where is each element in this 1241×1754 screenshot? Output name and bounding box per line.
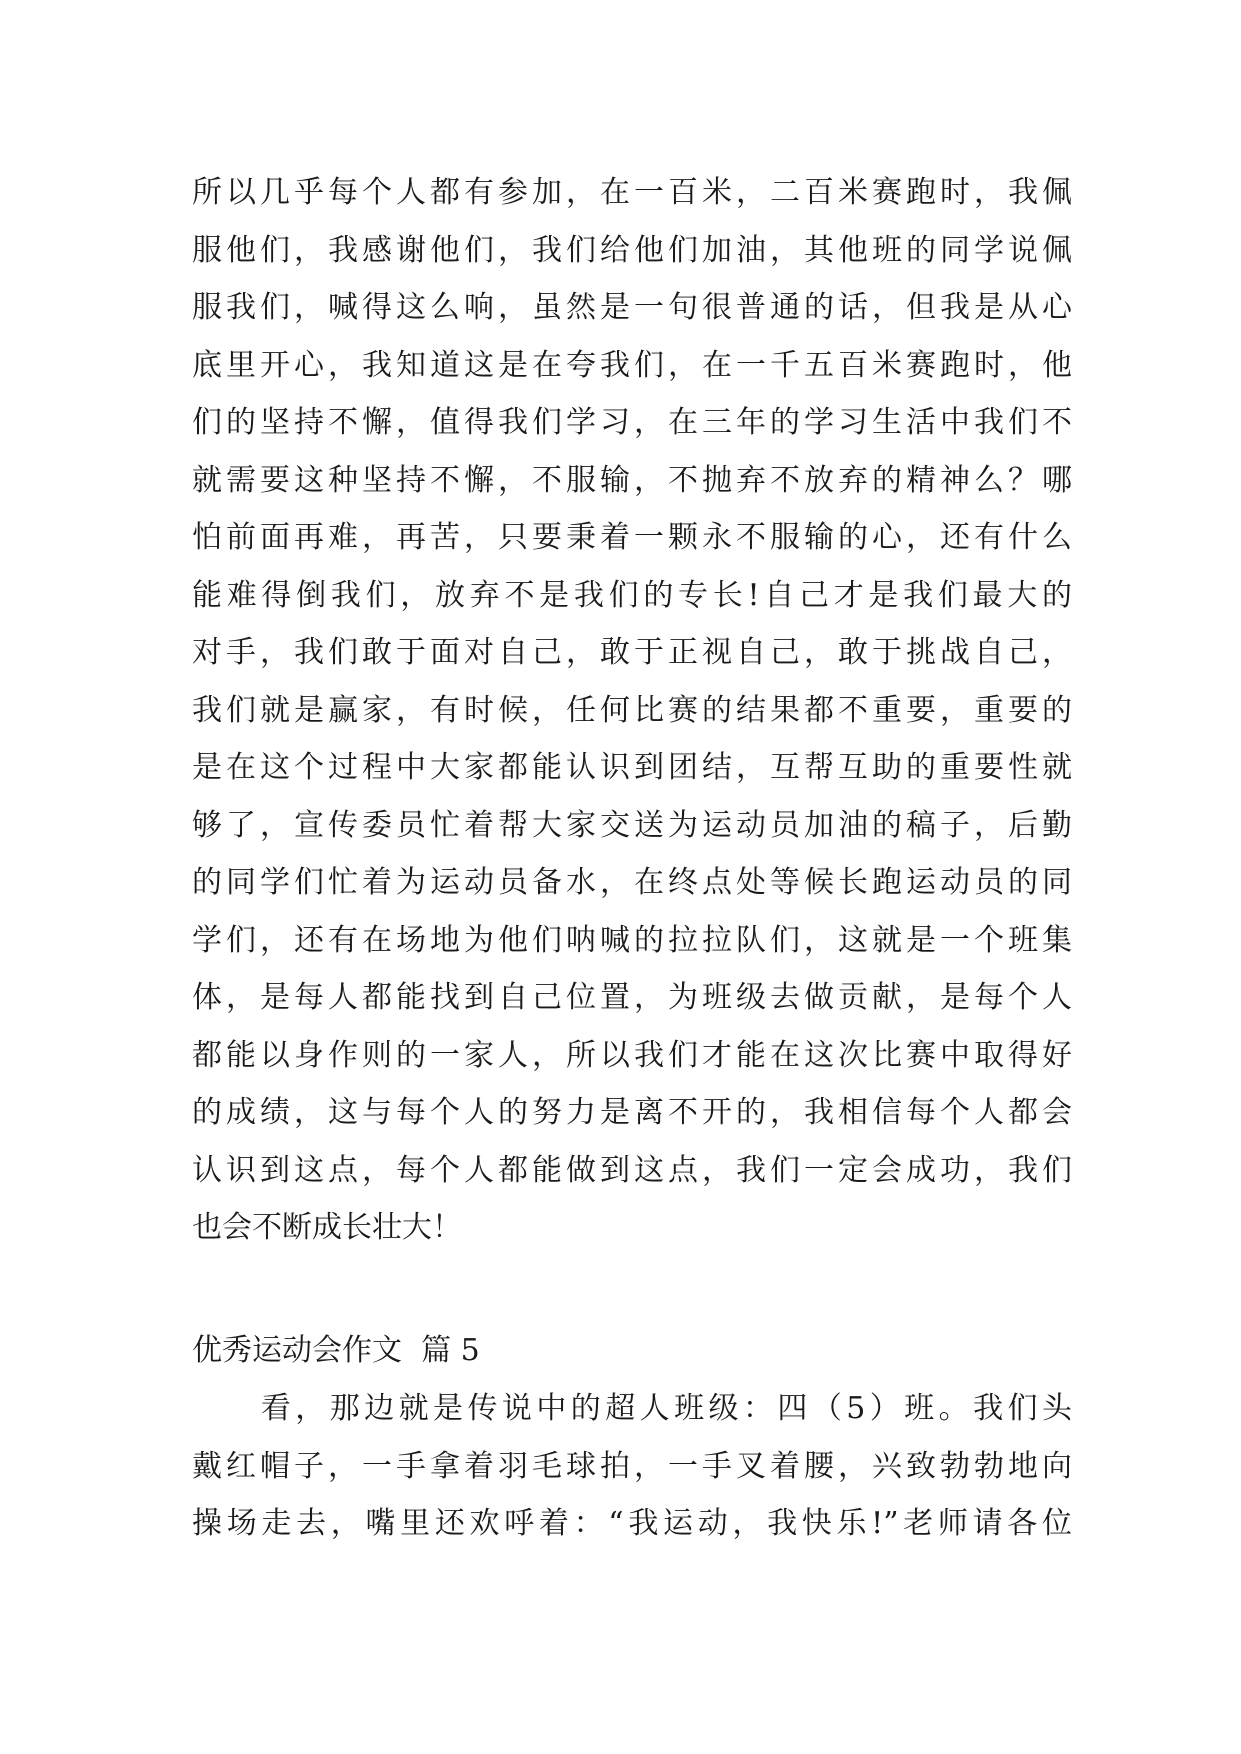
text-line: 能难得倒我们，放弃不是我们的专长!自己才是我们最大的	[192, 577, 1072, 613]
text-line: 怕前面再难，再苦，只要秉着一颗永不服输的心，还有什么	[192, 520, 1072, 555]
text-line: 服我们，喊得这么响，虽然是一句很普通的话，但我是从心	[192, 290, 1072, 325]
paragraph-continued	[192, 164, 1072, 1257]
text-line: 都能以身作则的一家人，所以我们才能在这次比赛中取得好	[192, 1037, 1072, 1073]
text-line: 操场走去，嘴里还欢呼着：“我运动，我快乐!”老师请各位	[192, 1506, 1072, 1541]
text-line: 的同学们忙着为运动员备水，在终点处等候长跑运动员的同	[192, 865, 1072, 900]
text-line: 们的坚持不懈，值得我们学习，在三年的学习生活中我们不	[192, 405, 1072, 440]
text-line: 看，那边就是传说中的超人班级：四（5）班。我们头	[192, 1391, 1072, 1426]
text-line: 体，是每人都能找到自己位置，为班级去做贡献，是每个人	[192, 980, 1072, 1015]
text-line: 的成绩，这与每个人的努力是离不开的，我相信每个人都会	[192, 1095, 1072, 1130]
text-line: 认识到这点，每个人都能做到这点，我们一定会成功，我们	[192, 1152, 1072, 1188]
text-line: 戴红帽子，一手拿着羽毛球拍，一手叉着腰，兴致勃勃地向	[192, 1448, 1072, 1484]
section-paragraph	[192, 1380, 1072, 1553]
text-line: 服他们，我感谢他们，我们给他们加油，其他班的同学说佩	[192, 232, 1072, 268]
text-line: 就需要这种坚持不懈，不服输，不抛弃不放弃的精神么？哪	[192, 462, 1072, 498]
text-line: 对手，我们敢于面对自己，敢于正视自己，敢于挑战自己，	[192, 635, 1072, 670]
text-line: 是在这个过程中大家都能认识到团结，互帮互助的重要性就	[192, 750, 1072, 785]
text-line: 学们，还有在场地为他们呐喊的拉拉队们，这就是一个班集	[192, 922, 1072, 958]
text-line: 够了，宣传委员忙着帮大家交送为运动员加油的稿子，后勤	[192, 807, 1072, 843]
text-line: 也会不断成长壮大！	[192, 1210, 462, 1245]
text-line: 我们就是赢家，有时候，任何比赛的结果都不重要，重要的	[192, 692, 1072, 728]
text-line: 底里开心，我知道这是在夸我们，在一千五百米赛跑时，他	[192, 347, 1072, 383]
section-title: 优秀运动会作文 篇 5	[192, 1333, 480, 1368]
text-line: 所以几乎每个人都有参加，在一百米，二百米赛跑时，我佩	[192, 175, 1072, 210]
